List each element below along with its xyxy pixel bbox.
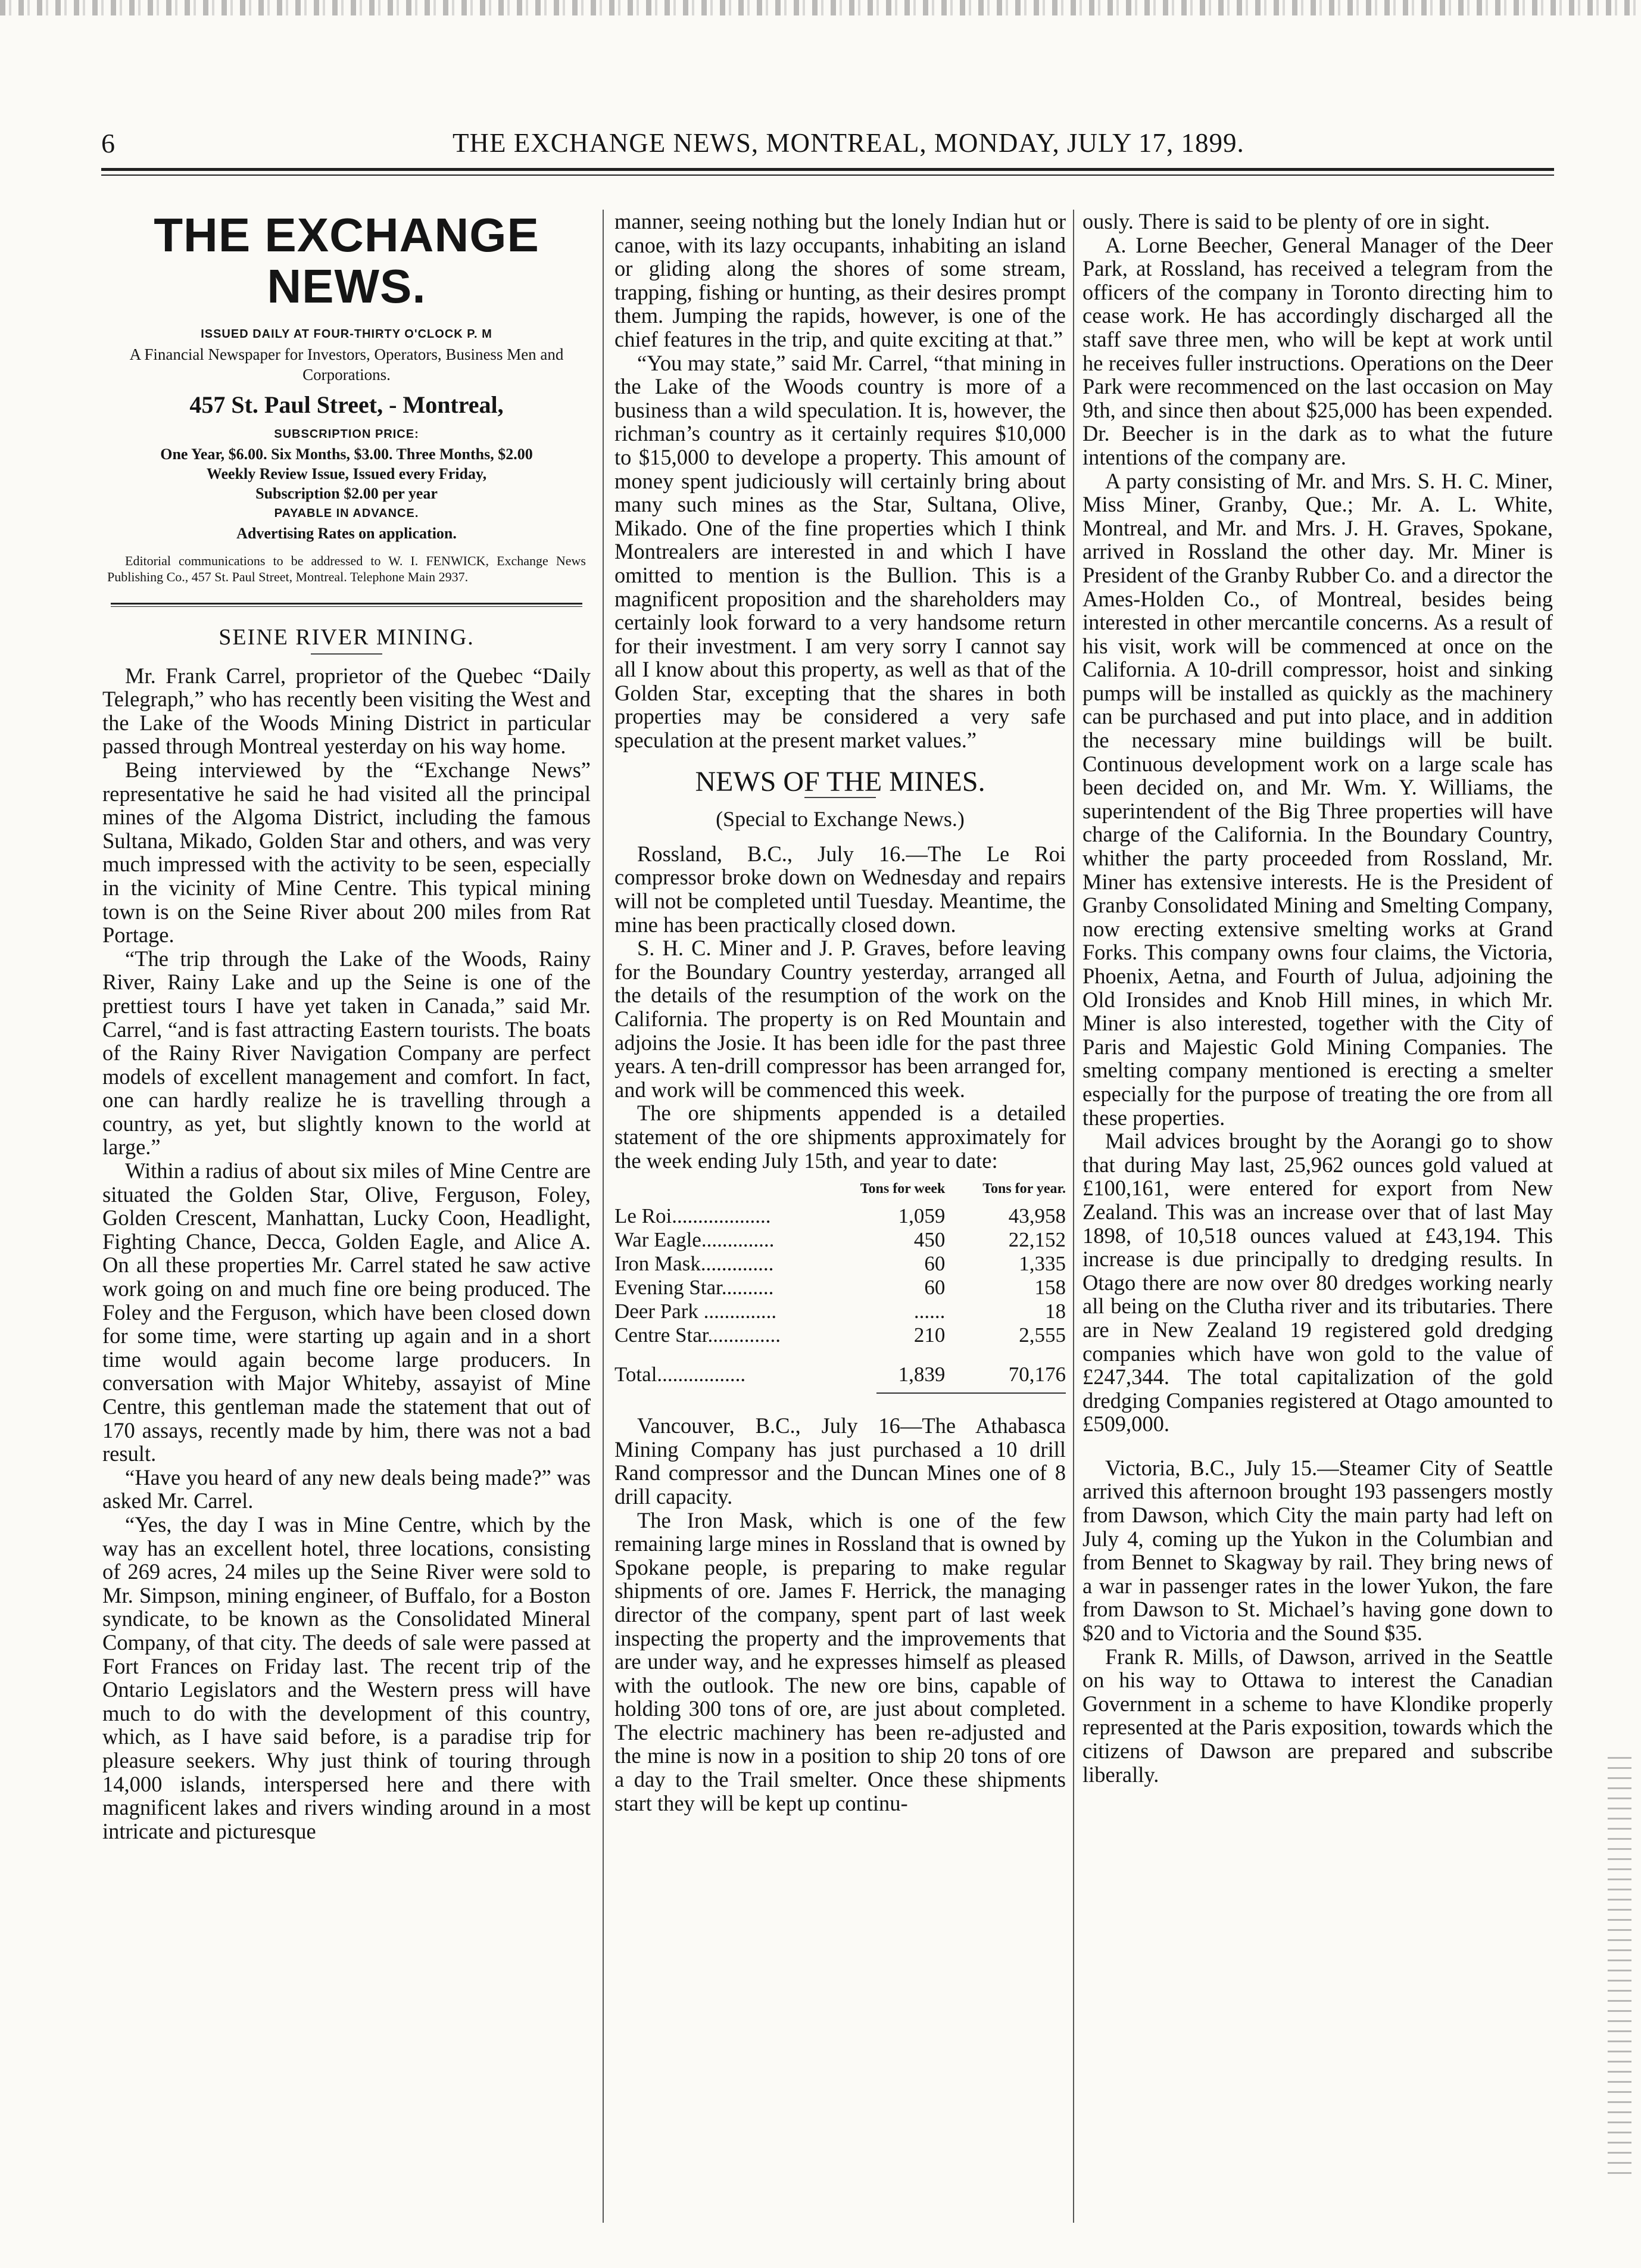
- column-2: [614, 210, 1066, 1815]
- tons-week: 60: [924, 1276, 946, 1300]
- subscription-label: SUBSCRIPTION PRICE:: [274, 428, 419, 441]
- tons-week: 450: [913, 1228, 946, 1252]
- paragraph: Within a radius of about six miles of Mine Centre are situated the Golden Star, Olive, Ferguson, Foley, Golden Crescent, Manhattan, Lucky Coon, Headlight, Fighting Chance, Decca, Golden Eagle, and Alice A. On all these properties Mr. Carrel stated he saw active work going on and much fine ore being produced. The Foley and the Ferguson, which have been closed down for some time, were starting up again and in a short time would again become large producers. In conversation with Major Whiteby, assayist of Mine Centre, this gentleman made the statement that out of 170 assays, recently made by him, there was not a bad result.: [102, 1158, 591, 1466]
- tons-week: 1,059: [898, 1204, 946, 1228]
- issue-note: ISSUED DAILY AT FOUR-THIRTY O'CLOCK P. M: [201, 328, 492, 341]
- paragraph: The Iron Mask, which is one of the few remaining large mines in Rossland that is owned by Spokane people, is preparing to make regular shipments of ore. James F. Herrick, the managing director of the company, spent part of last week inspecting the property and the improvements that are under way, and he expresses himself as pleased with the outlook. The new ore bins, capable of holding 300 tons of ore, are just about completed. The electric machinery has been re-adjusted and the mine is now in a position to ship 20 tons of ore a day to the Trail smelter. Once these shipments start they will be kept up continu-: [614, 1507, 1066, 1815]
- paragraph: Frank R. Mills, of Dawson, arrived in the Seattle on his way to Ottawa to interest the Canadian Government in a scheme to have Klondike properly represented at the Paris exposition, towards which the citizens of Dawson are prepared and subscribe liberally.: [1082, 1644, 1553, 1787]
- total-label: Total.................: [614, 1363, 746, 1387]
- address: 457 St. Paul Street, - Montreal,: [189, 391, 504, 418]
- table-header-row: [614, 1177, 1066, 1204]
- total-week: 1,839: [898, 1363, 946, 1387]
- mine-name: War Eagle..............: [614, 1228, 775, 1252]
- article-heading: NEWS OF THE MINES.: [695, 765, 985, 797]
- ore-shipments-table: [614, 1177, 1066, 1387]
- paragraph: A party consisting of Mr. and Mrs. S. H. C. Miner, Miss Miner, Granby, Que.; Mr. A. L. White, Montreal, and Mr. and Mrs. J. H. Graves, Spokane, arrived in Rossland the other day. Mr. Miner is President of the Granby Rubber Co. and a director the Ames-Holden Co., of Montreal, besides being interested in other mercantile concerns. As a result of his visit, work will be commenced at once on the California. A 10-drill compressor, hoist and sinking pumps will be installed as quickly as the machinery can be purchased and put into place, and in addition the necessary mine buildings will be built. Continuous development work on a large scale has been decided on, and Mr. Wm. Y. Williams, the superintendent of the Big Three properties will have charge of the California. In the Boundary Country, whither the party proceeded from Rossland, Mr. Miner has extensive interests. He is the President of Granby Consolidated Mining and Smelting Company, now erecting extensive smelting works at Grand Forks. This company owns four claims, the Victoria, Phoenix, Aetna, and Fourth of Julua, adjoining the Old Ironsides and Knob Hill mines, in which Mr. Miner is also interested, together with the City of Paris and Majestic Gold Mining Companies. The smelting company mentioned is erecting a smelter especially for the purpose of treating the ore from all these properties.: [1082, 468, 1553, 1130]
- advertising-note: Advertising Rates on application.: [236, 525, 457, 542]
- newspaper-title: THE EXCHANGE NEWS.: [154, 208, 539, 313]
- column-rule: [1073, 210, 1074, 2223]
- tons-week: ......: [913, 1300, 946, 1323]
- total-year: 70,176: [1008, 1363, 1066, 1387]
- table-row: [614, 1228, 1066, 1252]
- tons-week: 60: [924, 1252, 946, 1276]
- tons-year: 22,152: [1008, 1228, 1066, 1252]
- paragraph: ously. There is said to be plenty of ore in sight.: [1082, 209, 1490, 233]
- table-row: [614, 1323, 1066, 1347]
- paragraph: “You may state,” said Mr. Carrel, “that mining in the Lake of the Woods country is more of a business than a wild speculation. It is, however, the richman’s country as it certainly requires $10,000 to $15,000 to develope a property. This amount of money spent judiciously will certainly bring about many such mines as the Star, Sultana, Olive, Mikado. One of the fine properties which I think Montrealers are interested in and which I have omitted to mention is the Bullion. This is a magnificent proposition and the shareholders may certainly look forward to a very handsome return for their investment. I am very sorry I cannot say all I know about this property, as well as that of the Golden Star, excepting that the shares in both properties may be considered a very safe speculation at the present market values.”: [614, 350, 1066, 753]
- mine-name: Deer Park ..............: [614, 1300, 777, 1323]
- paragraph: “The trip through the Lake of the Woods, Rainy River, Rainy Lake and up the Seine is one of the prettiest tours I have yet taken in Canada,” said Mr. Carrel, “and is fast attracting Eastern tourists. The boats of the Rainy River Navigation Company are perfect models of excellent management and comfort. In fact, one can hardly realize he is travelling through a country, as yet, but slightly known to the world at large.”: [102, 946, 591, 1160]
- column-1: [102, 210, 591, 1843]
- heading-rule: [311, 653, 382, 655]
- tons-year: 158: [1034, 1276, 1066, 1300]
- mine-name: Evening Star..........: [614, 1276, 774, 1300]
- mine-name: Centre Star..............: [614, 1323, 781, 1347]
- paragraph: Mail advices brought by the Aorangi go to show that during May last, 25,962 ounces gold valued at £100,161, were entered for export from New Zealand. This was an increase over that of last May 1898, of 10,518 ounces valued at £43,194. This increase is due principally to dredging results. In Otago there are now over 80 dredges working nearly all being on the Clutha river and its tributaries. There are in New Zealand 19 registered gold dredging companies which have won gold to the value of £247,344. The total capitalization of the gold dredging Companies registered at Otago amounted to £509,000.: [1082, 1129, 1553, 1437]
- mine-name: Iron Mask..............: [614, 1252, 774, 1276]
- column-header: Tons for year.: [982, 1181, 1066, 1197]
- table-row: [614, 1276, 1066, 1300]
- tagline: A Financial Newspaper for Investors, Operators, Business Men and Corporations.: [129, 345, 564, 384]
- byline: (Special to Exchange News.): [716, 807, 965, 831]
- tons-week: 210: [913, 1323, 946, 1347]
- paragraph: A. Lorne Beecher, General Manager of the Deer Park, at Rossland, has received a telegram from the officers of the company in Toronto directing him to cease work. He has accordingly discharged all the staff save three men, who will be kept at work until he receives fuller instructions. Operations on the Deer Park were recommenced on the last occasion on May 9th, and since then about $25,000 has been expended. Dr. Beecher is in the dark as to what the future intentions of the company are.: [1082, 232, 1553, 469]
- column-3: [1082, 210, 1553, 1786]
- tons-year: 1,335: [1019, 1252, 1066, 1276]
- weekly-issue: Weekly Review Issue, Issued every Friday,: [206, 465, 487, 482]
- paragraph: The ore shipments appended is a detailed statement of the ore shipments approximately for the week ending July 15th, and year to date:: [614, 1101, 1066, 1173]
- column-rule: [603, 210, 604, 2223]
- article-heading: SEINE RIVER MINING.: [219, 625, 475, 650]
- payable-note: PAYABLE IN ADVANCE.: [274, 507, 419, 520]
- paragraph: Victoria, B.C., July 15.—Steamer City of Seattle arrived this afternoon brought 193 passengers mostly from Dawson, which City the main party had left on July 4, coming up the Yukon in the Columbian and from Bennet to Skagway by rail. They bring news of a war in passenger rates in the lower Yukon, the fare from Dawson to St. Michael’s having gone down to $20 and to Victoria and the Sound $35.: [1082, 1455, 1553, 1646]
- paragraph: Mr. Frank Carrel, proprietor of the Quebec “Daily Telegraph,” who has recently been visiting the West and the Lake of the Woods Mining District in particular passed through Montreal yesterday on his way home.: [102, 663, 591, 759]
- page-header: [101, 127, 1554, 163]
- page-number: 6: [101, 128, 115, 158]
- paragraph: Rossland, B.C., July 16.—The Le Roi compressor broke down on Wednesday and repairs will not be completed until Tuesday. Meantime, the mine has been practically closed down.: [614, 841, 1066, 937]
- table-row: [614, 1300, 1066, 1323]
- tons-year: 43,958: [1008, 1204, 1066, 1228]
- header-rule: [101, 168, 1554, 176]
- total-row: [614, 1347, 1066, 1387]
- tons-year: 18: [1045, 1300, 1066, 1323]
- mine-name: Le Roi...................: [614, 1204, 771, 1228]
- running-head: THE EXCHANGE NEWS, MONTREAL, MONDAY, JULY 17, 1899.: [453, 128, 1244, 158]
- table-row: [614, 1204, 1066, 1228]
- paragraph: manner, seeing nothing but the lonely Indian hut or canoe, with its lazy occupants, inhabiting an island or gliding along the shores of some stream, trapping, fishing or hunting, as their desires prompt them. Jumping the rapids, however, is one of the chief features in the trip, and quite exciting at that.”: [614, 209, 1066, 351]
- paragraph: “Have you heard of any new deals being made?” was asked Mr. Carrel.: [102, 1465, 591, 1513]
- section-rule: [111, 603, 582, 607]
- paragraph: S. H. C. Miner and J. P. Graves, before leaving for the Boundary Country yesterday, arranged all the details of the resumption of the work on the California. The property is on Red Mountain and adjoins the Josie. It has been idle for the past three years. A ten-drill compressor has been arranged for, and work will be commenced this week.: [614, 936, 1066, 1102]
- table-row: [614, 1252, 1066, 1276]
- scan-edge-noise: [0, 0, 1641, 15]
- editorial-note: Editorial communications to be addressed to W. I. FENWICK, Exchange News Publishing Co., 457 St. Paul Street, Montreal. Telephone Main 2937.: [107, 553, 586, 584]
- paragraph: Vancouver, B.C., July 16—The Athabasca Mining Company has just purchased a 10 drill Rand compressor and the Duncan Mines one of 8 drill capacity.: [614, 1413, 1066, 1509]
- column-header: Tons for week: [860, 1181, 946, 1197]
- weekly-price: Subscription $2.00 per year: [255, 485, 438, 502]
- tons-year: 2,555: [1019, 1323, 1066, 1347]
- paragraph: “Yes, the day I was in Mine Centre, which by the way has an excellent hotel, three locations, consisting of 269 acres, 24 miles up the Seine River were sold to Mr. Simpson, mining engineer, of Buffalo, for a Boston syndicate, to be known as the Consolidated Mineral Company, of that city. The deeds of sale were passed at Fort Frances on Friday last. The recent trip of the Ontario Legislators and the Western press will have much to do with the development of this country, which, as I have said before, is a paradise trip for pleasure seekers. Why just think of touring through 14,000 islands, interspersed here and there with magnificent lakes and rivers winding around in a most intricate and picturesque: [102, 1512, 591, 1843]
- scan-edge-noise: [1608, 1757, 1631, 2174]
- paragraph: Being interviewed by the “Exchange News” representative he said he had visited all the principal mines of the Algoma District, including the famous Sultana, Mikado, Golden Star and others, and was very much impressed with the activity to be seen, especially in the vicinity of Mine Centre. This typical mining town is on the Seine River about 200 miles from Rat Portage.: [102, 757, 591, 948]
- subscription-prices: One Year, $6.00. Six Months, $3.00. Three Months, $2.00: [160, 446, 533, 463]
